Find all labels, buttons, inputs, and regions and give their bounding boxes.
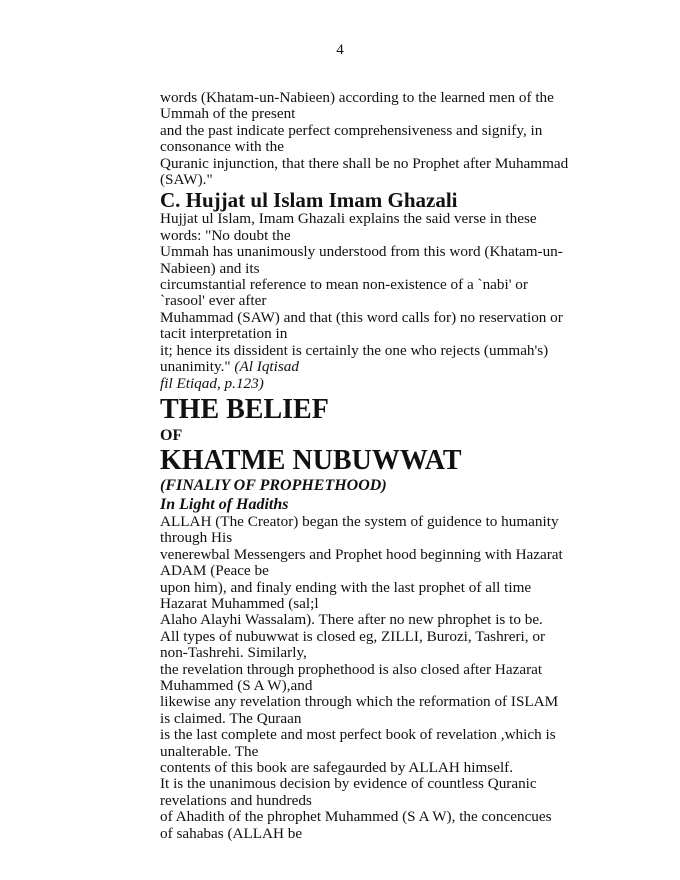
quote-end: unanimity." <box>160 358 235 376</box>
text-line: It is the unanimous decision by evidence of countless Quranic <box>160 775 537 793</box>
text-line: revelations and hundreds <box>160 791 312 809</box>
text-line: upon him), and finaly ending with the last prophet of all time <box>160 578 532 596</box>
text-line: of Ahadith of the phrophet Muhammed (S A W), the concencues <box>160 808 552 826</box>
text-line: and the past indicate perfect comprehensiveness and signify, in <box>160 121 543 139</box>
text-line: contents of this book are safegaurded by ALLAH himself. <box>160 759 514 776</box>
text-line: unalterable. The <box>160 742 259 760</box>
text-line: Muhammad (SAW) and that (this word calls for) no reservation or <box>160 308 563 326</box>
text-line: Hujjat ul Islam, Imam Ghazali explains the said verse in these <box>160 210 537 228</box>
text-line: Alaho Alayhi Wassalam). There after no new phrophet is to be. <box>160 611 543 629</box>
text-line: `rasool' ever after <box>160 292 267 310</box>
page-content <box>160 89 569 842</box>
text-line: tacit interpretation in <box>160 325 288 343</box>
text-line: is claimed. The Quraan <box>160 709 302 727</box>
page-number: 4 <box>336 42 344 58</box>
text-line: words: "No doubt the <box>160 226 291 244</box>
text-line: non-Tashrehi. Similarly, <box>160 644 307 662</box>
text-line: is the last complete and most perfect book of revelation ,which is <box>160 726 556 744</box>
section-heading-ghazali: C. Hujjat ul Islam Imam Ghazali <box>160 188 458 213</box>
subheading-hadiths: In Light of Hadiths <box>160 495 289 513</box>
paragraph-khatam-continuation <box>160 89 569 189</box>
text-line: through His <box>160 529 233 547</box>
text-line: it; hence its dissident is certainly the one who rejects (ummah's) <box>160 341 549 359</box>
subtitle-finality: (FINALIY OF PROPHETHOOD) <box>160 476 387 494</box>
text-line: Nabieen) and its <box>160 259 260 277</box>
title-of: OF <box>160 426 183 444</box>
citation-continued: fil Etiqad, p.123) <box>160 374 264 392</box>
belief-title-block <box>160 393 540 514</box>
title-khatme-nubuwwat: KHATME NUBUWWAT <box>160 444 462 476</box>
text-line: (SAW)." <box>160 171 213 189</box>
text-line: All types of nubuwwat is closed eg, ZILLI, Burozi, Tashreri, or <box>160 627 546 645</box>
text-line: Quranic injunction, that there shall be no Prophet after Muhammad <box>160 154 569 172</box>
paragraph-guidance <box>160 512 563 842</box>
citation: (Al Iqtisad <box>234 358 299 376</box>
text-line: Muhammed (S A W),and <box>160 676 313 694</box>
text-line: venerewbal Messengers and Prophet hood beginning with Hazarat <box>160 545 563 563</box>
text-line: ADAM (Peace be <box>160 562 269 580</box>
text-line: Ummah of the present <box>160 105 296 123</box>
text-line: the revelation through prophethood is also closed after Hazarat <box>160 660 543 678</box>
title-the-belief: THE BELIEF <box>160 393 329 425</box>
paragraph-ghazali-quote <box>160 210 563 392</box>
text-line: words (Khatam-un-Nabieen) according to the learned men of the <box>160 89 554 106</box>
text-line: ALLAH (The Creator) began the system of guidence to humanity <box>160 512 559 530</box>
text-line: circumstantial reference to mean non-existence of a `nabi' or <box>160 276 528 294</box>
text-line: Hazarat Muhammed (sal;l <box>160 594 319 612</box>
text-line: consonance with the <box>160 138 284 156</box>
text-line: of sahabas (ALLAH be <box>160 824 303 842</box>
text-line: Ummah has unanimously understood from this word (Khatam-un- <box>160 243 563 261</box>
text-line <box>160 359 540 375</box>
text-line: likewise any revelation through which the reformation of ISLAM <box>160 693 559 711</box>
